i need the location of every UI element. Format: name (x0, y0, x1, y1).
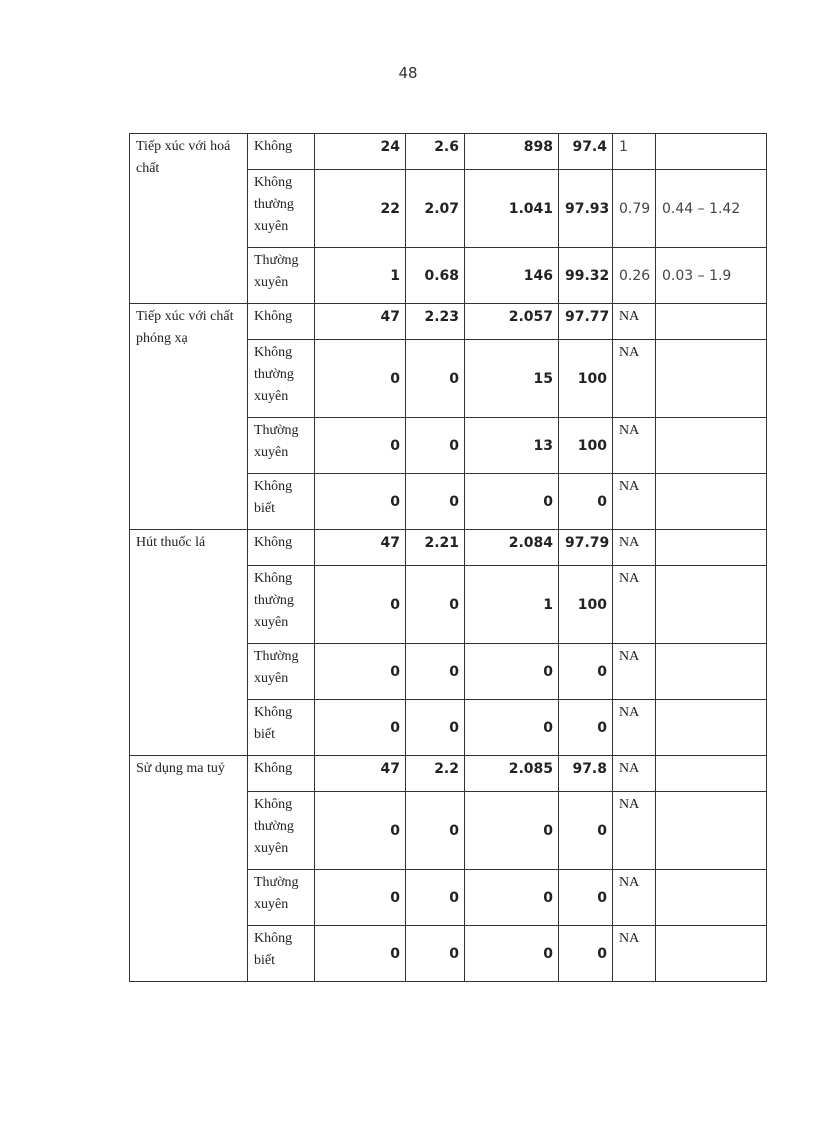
percent-cell: 2.23 (406, 304, 465, 340)
percent-cell: 0 (406, 418, 465, 474)
count-cell: 1 (465, 566, 559, 644)
count-cell: 2.085 (465, 756, 559, 792)
count-cell: 0 (465, 926, 559, 982)
count-cell: 47 (315, 530, 406, 566)
count-cell: 0 (315, 566, 406, 644)
percent-cell: 0 (559, 644, 613, 700)
confidence-interval-cell (656, 792, 767, 870)
confidence-interval-cell (656, 418, 767, 474)
percent-cell: 0 (559, 700, 613, 756)
percent-cell: 100 (559, 418, 613, 474)
percent-cell: 0 (559, 870, 613, 926)
count-cell: 0 (465, 700, 559, 756)
confidence-interval-cell (656, 340, 767, 418)
odds-ratio-cell: 0.79 (613, 170, 656, 248)
count-cell: 0 (315, 644, 406, 700)
percent-cell: 0 (406, 340, 465, 418)
odds-ratio-cell: NA (613, 304, 656, 340)
percent-cell: 97.77 (559, 304, 613, 340)
confidence-interval-cell: 0.44 – 1.42 (656, 170, 767, 248)
percent-cell: 0 (406, 792, 465, 870)
category-cell: Không thường xuyên (248, 170, 315, 248)
odds-ratio-cell: NA (613, 566, 656, 644)
category-cell: Không thường xuyên (248, 340, 315, 418)
percent-cell: 0 (559, 926, 613, 982)
category-cell: Không (248, 304, 315, 340)
category-cell: Thường xuyên (248, 418, 315, 474)
odds-ratio-cell: NA (613, 756, 656, 792)
count-cell: 0 (315, 340, 406, 418)
table-row (130, 530, 767, 566)
category-cell: Không (248, 530, 315, 566)
category-cell: Không thường xuyên (248, 792, 315, 870)
percent-cell: 0 (406, 474, 465, 530)
count-cell: 2.057 (465, 304, 559, 340)
percent-cell: 2.21 (406, 530, 465, 566)
count-cell: 1 (315, 248, 406, 304)
percent-cell: 97.8 (559, 756, 613, 792)
count-cell: 15 (465, 340, 559, 418)
odds-ratio-cell: 1 (613, 134, 656, 170)
group-label: Hút thuốc lá (130, 530, 248, 756)
count-cell: 1.041 (465, 170, 559, 248)
category-cell: Thường xuyên (248, 870, 315, 926)
count-cell: 0 (315, 700, 406, 756)
confidence-interval-cell (656, 566, 767, 644)
percent-cell: 0 (559, 474, 613, 530)
percent-cell: 97.93 (559, 170, 613, 248)
odds-ratio-cell: NA (613, 870, 656, 926)
count-cell: 0 (465, 792, 559, 870)
percent-cell: 100 (559, 566, 613, 644)
confidence-interval-cell (656, 644, 767, 700)
confidence-interval-cell (656, 304, 767, 340)
category-cell: Thường xuyên (248, 644, 315, 700)
confidence-interval-cell (656, 870, 767, 926)
count-cell: 0 (315, 792, 406, 870)
percent-cell: 99.32 (559, 248, 613, 304)
percent-cell: 0 (406, 644, 465, 700)
percent-cell: 0 (406, 926, 465, 982)
odds-ratio-cell: NA (613, 418, 656, 474)
count-cell: 898 (465, 134, 559, 170)
count-cell: 13 (465, 418, 559, 474)
odds-ratio-cell: NA (613, 792, 656, 870)
table-row (130, 756, 767, 792)
confidence-interval-cell (656, 134, 767, 170)
page-number: 48 (398, 64, 418, 82)
confidence-interval-cell (656, 926, 767, 982)
count-cell: 22 (315, 170, 406, 248)
category-cell: Không (248, 756, 315, 792)
percent-cell: 2.2 (406, 756, 465, 792)
table-row (130, 134, 767, 170)
confidence-interval-cell (656, 530, 767, 566)
odds-ratio-cell: NA (613, 530, 656, 566)
category-cell: Không (248, 134, 315, 170)
category-cell: Không biết (248, 700, 315, 756)
odds-ratio-cell: NA (613, 926, 656, 982)
percent-cell: 0 (406, 870, 465, 926)
data-table (129, 133, 767, 982)
percent-cell: 100 (559, 340, 613, 418)
percent-cell: 0.68 (406, 248, 465, 304)
percent-cell: 97.79 (559, 530, 613, 566)
confidence-interval-cell (656, 700, 767, 756)
group-label: Tiếp xúc với hoá chất (130, 134, 248, 304)
percent-cell: 0 (406, 566, 465, 644)
category-cell: Không biết (248, 474, 315, 530)
count-cell: 0 (315, 418, 406, 474)
group-label: Tiếp xúc với chất phóng xạ (130, 304, 248, 530)
percent-cell: 0 (406, 700, 465, 756)
confidence-interval-cell (656, 756, 767, 792)
count-cell: 0 (315, 474, 406, 530)
odds-ratio-cell: NA (613, 700, 656, 756)
percent-cell: 2.6 (406, 134, 465, 170)
table-row (130, 304, 767, 340)
count-cell: 24 (315, 134, 406, 170)
count-cell: 0 (315, 926, 406, 982)
percent-cell: 0 (559, 792, 613, 870)
confidence-interval-cell (656, 474, 767, 530)
group-label: Sử dụng ma tuý (130, 756, 248, 982)
confidence-interval-cell: 0.03 – 1.9 (656, 248, 767, 304)
percent-cell: 2.07 (406, 170, 465, 248)
odds-ratio-cell: NA (613, 644, 656, 700)
odds-ratio-cell: 0.26 (613, 248, 656, 304)
category-cell: Thường xuyên (248, 248, 315, 304)
count-cell: 47 (315, 756, 406, 792)
count-cell: 0 (465, 870, 559, 926)
odds-ratio-cell: NA (613, 474, 656, 530)
category-cell: Không biết (248, 926, 315, 982)
count-cell: 0 (315, 870, 406, 926)
percent-cell: 97.4 (559, 134, 613, 170)
odds-ratio-cell: NA (613, 340, 656, 418)
count-cell: 0 (465, 644, 559, 700)
count-cell: 146 (465, 248, 559, 304)
count-cell: 2.084 (465, 530, 559, 566)
count-cell: 47 (315, 304, 406, 340)
count-cell: 0 (465, 474, 559, 530)
category-cell: Không thường xuyên (248, 566, 315, 644)
